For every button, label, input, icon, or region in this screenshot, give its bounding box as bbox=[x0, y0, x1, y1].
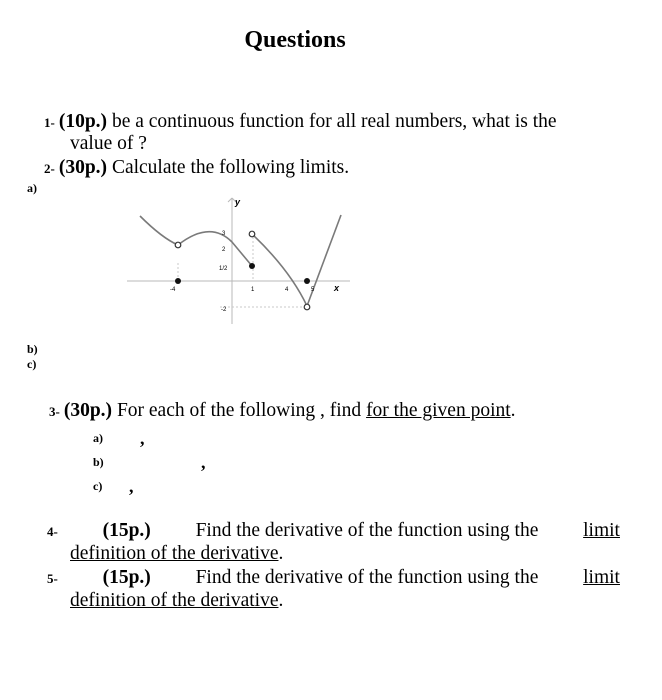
page-title: Questions bbox=[244, 27, 346, 53]
question-4-underlined-2: definition of the derivative bbox=[70, 543, 279, 564]
x-tick-5: 5 bbox=[311, 287, 315, 293]
question-3-part-c-comma: , bbox=[129, 476, 134, 496]
question-5-text: Find the derivative of the function using the bbox=[195, 567, 539, 588]
open-point bbox=[249, 231, 255, 237]
y-axis-label: y bbox=[235, 197, 241, 207]
question-1-line2: value of ? bbox=[70, 133, 147, 154]
question-3-text: For each of the following , find bbox=[112, 400, 367, 421]
function-graph bbox=[120, 190, 355, 330]
x-tick-neg4: -4 bbox=[170, 287, 176, 293]
question-3-part-b-comma: , bbox=[201, 452, 206, 472]
question-2-text: Calculate the following limits. bbox=[107, 157, 350, 178]
curve-right bbox=[252, 234, 307, 306]
y-tick-neg2: -2 bbox=[221, 307, 227, 313]
x-tick-4: 4 bbox=[285, 287, 289, 293]
question-3-underlined: for the given point bbox=[366, 400, 511, 421]
y-tick-2: 2 bbox=[222, 247, 226, 253]
question-4-number: 4- bbox=[47, 524, 58, 539]
question-3-part-a-comma: , bbox=[140, 428, 145, 448]
y-tick-half: 1/2 bbox=[219, 266, 228, 272]
question-2-part-c: c) bbox=[27, 357, 37, 371]
question-2 bbox=[44, 157, 349, 179]
filled-point bbox=[175, 278, 181, 284]
x-axis-label: x bbox=[334, 283, 340, 293]
question-3-points: (30p.) bbox=[63, 400, 113, 421]
question-2-number: 2- bbox=[44, 161, 55, 176]
question-3-part-b: b) bbox=[93, 455, 104, 469]
open-point bbox=[175, 242, 181, 248]
question-5-underlined-2: definition of the derivative bbox=[70, 590, 279, 611]
question-1-points: (10p.) bbox=[58, 111, 108, 132]
question-5-period: . bbox=[278, 590, 284, 611]
filled-point bbox=[304, 278, 310, 284]
question-2-points: (30p.) bbox=[58, 157, 108, 178]
y-tick-3: 3 bbox=[222, 231, 226, 237]
question-5-number: 5- bbox=[47, 571, 58, 586]
question-4-underlined-1: limit bbox=[583, 520, 620, 541]
question-5-underlined-1: limit bbox=[583, 567, 620, 588]
question-4-points: (15p.) bbox=[102, 520, 151, 541]
question-4-line2 bbox=[70, 543, 283, 565]
question-3-part-c: c) bbox=[93, 479, 103, 493]
curve-left bbox=[140, 216, 178, 245]
curve-middle bbox=[178, 232, 252, 266]
question-4-text: Find the derivative of the function using the bbox=[195, 520, 539, 541]
question-3-part-a: a) bbox=[93, 431, 103, 445]
question-4-period: . bbox=[278, 543, 284, 564]
question-3 bbox=[49, 400, 516, 422]
y-axis-arrow bbox=[228, 198, 232, 202]
question-3-period: . bbox=[510, 400, 516, 421]
question-1 bbox=[44, 111, 557, 133]
filled-point bbox=[249, 263, 255, 269]
question-2-part-b: b) bbox=[27, 342, 38, 356]
question-1-text: be a continuous function for all real numbers, what is the bbox=[107, 111, 557, 132]
question-2-part-a: a) bbox=[27, 181, 37, 195]
question-5 bbox=[47, 567, 620, 589]
question-1-number: 1- bbox=[44, 115, 55, 130]
question-3-number: 3- bbox=[49, 404, 60, 419]
question-4 bbox=[47, 520, 620, 542]
question-5-points: (15p.) bbox=[102, 567, 151, 588]
open-point bbox=[304, 304, 310, 310]
question-5-line2 bbox=[70, 590, 283, 612]
x-tick-1: 1 bbox=[251, 287, 255, 293]
